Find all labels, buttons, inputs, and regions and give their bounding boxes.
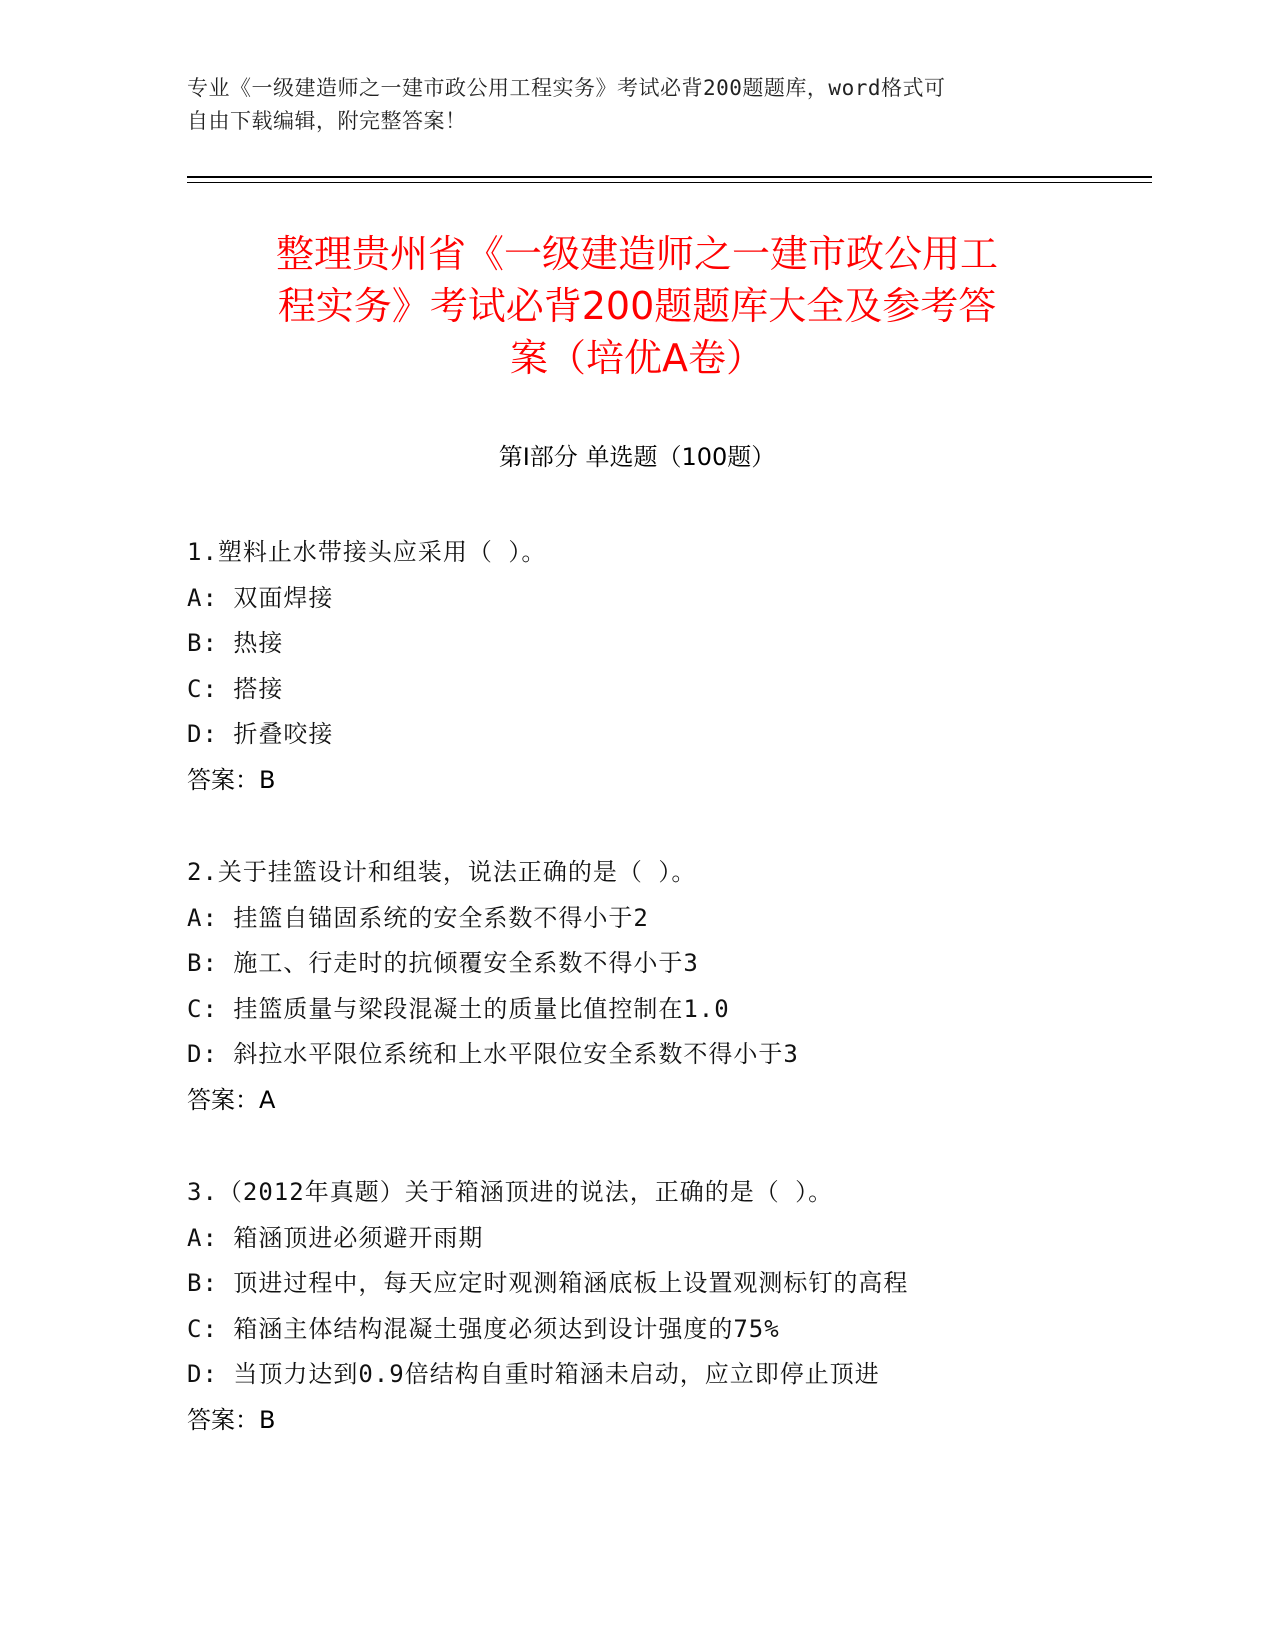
option-d: D: 斜拉水平限位系统和上水平限位安全系数不得小于3 xyxy=(187,1040,799,1068)
option-d: D: 折叠咬接 xyxy=(187,720,334,748)
document-title xyxy=(187,228,1087,384)
question-stem: 2.关于挂篮设计和组装，说法正确的是（ ）。 xyxy=(187,858,697,886)
option-a: A: 双面焊接 xyxy=(187,583,334,612)
document-header-note xyxy=(187,72,1087,138)
header-note-line-2: 自由下载编辑，附完整答案！ xyxy=(187,109,467,133)
title-line-1: 整理贵州省《一级建造师之一建市政公用工 xyxy=(275,232,998,276)
answer-line: 答案：A xyxy=(187,1085,276,1114)
question-2 xyxy=(187,850,1087,1123)
question-stem: 1.塑料止水带接头应采用（ ）。 xyxy=(187,538,547,566)
option-b: B: 施工、行走时的抗倾覆安全系数不得小于3 xyxy=(187,949,699,977)
header-note-line-1: 专业《一级建造师之一建市政公用工程实务》考试必背200题题库，word格式可 xyxy=(187,76,946,100)
option-c: C: 箱涵主体结构混凝土强度必须达到设计强度的75% xyxy=(187,1314,780,1343)
section-heading: 第I部分 单选题（100题） xyxy=(498,443,776,471)
answer-line: 答案：B xyxy=(187,1405,276,1434)
option-a: A: 箱涵顶进必须避开雨期 xyxy=(187,1223,484,1252)
title-line-3: 案（培优A卷） xyxy=(510,336,764,380)
option-b: B: 顶进过程中，每天应定时观测箱涵底板上设置观测标钉的高程 xyxy=(187,1269,909,1297)
option-b: B: 热接 xyxy=(187,629,284,657)
question-3 xyxy=(187,1170,1087,1443)
option-a: A: 挂篮自锚固系统的安全系数不得小于2 xyxy=(187,903,649,932)
option-d: D: 当顶力达到0.9倍结构自重时箱涵未启动，应立即停止顶进 xyxy=(187,1360,880,1388)
question-stem: 3.（2012年真题）关于箱涵顶进的说法，正确的是（ ）。 xyxy=(187,1178,834,1206)
option-c: C: 挂篮质量与梁段混凝土的质量比值控制在1.0 xyxy=(187,994,730,1023)
question-1 xyxy=(187,530,1087,803)
header-divider-thick xyxy=(187,176,1152,178)
answer-line: 答案：B xyxy=(187,765,276,794)
header-divider-thin xyxy=(187,182,1152,183)
option-c: C: 搭接 xyxy=(187,674,284,703)
title-line-2: 程实务》考试必背200题题库大全及参考答 xyxy=(277,284,997,328)
